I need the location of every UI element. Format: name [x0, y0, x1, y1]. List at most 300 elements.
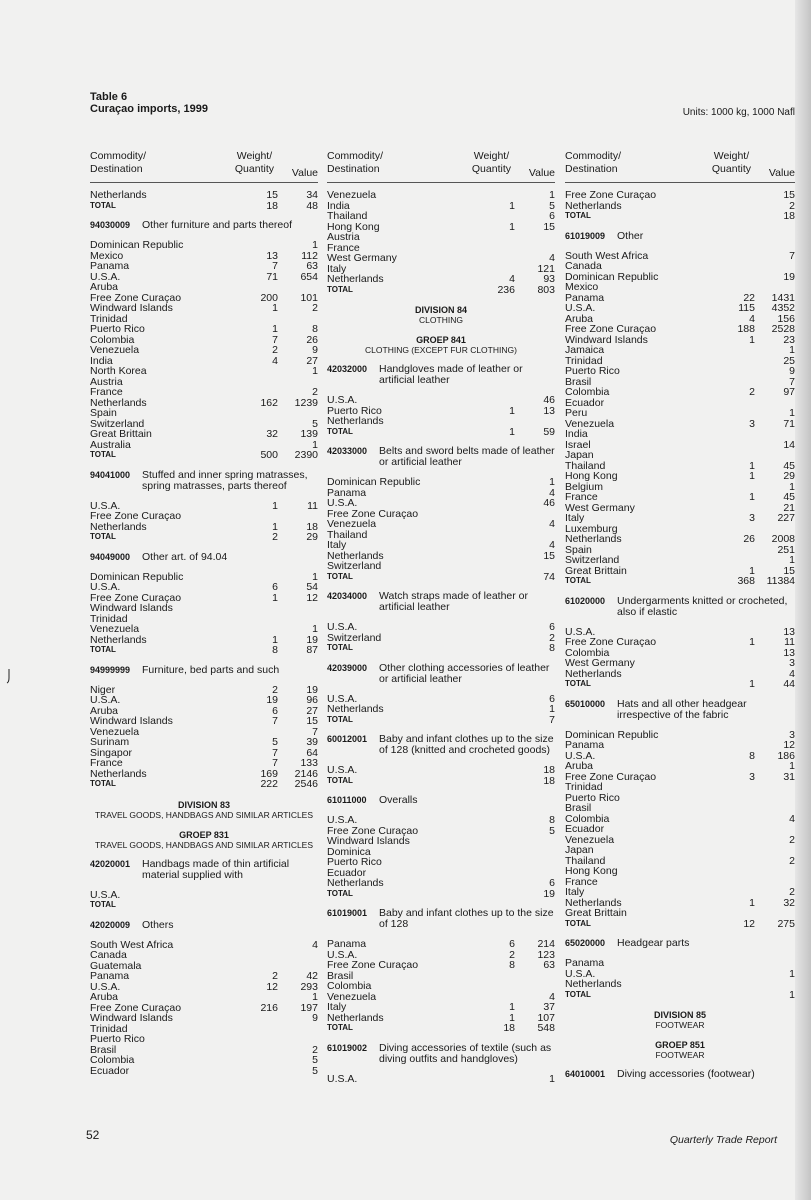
destination-name: Puerto Rico [565, 792, 620, 803]
weight-quantity [477, 551, 515, 562]
destination-name: Great Brittain [565, 908, 627, 919]
weight-label: Weight/ [713, 150, 750, 162]
table-row [565, 513, 795, 524]
destination-name: Windward Islands [90, 303, 173, 314]
destination-name: Panama [327, 939, 367, 950]
weight-quantity [477, 540, 515, 551]
table-row [327, 201, 555, 212]
value: 48 [306, 199, 318, 212]
quantity-label: Quantity [234, 163, 274, 175]
destination-name: Free Zone Curaçao [565, 771, 657, 782]
weight-quantity [477, 857, 515, 868]
value: 11 [784, 636, 795, 648]
destination-name: Colombia [565, 813, 610, 824]
value: 32 [783, 896, 795, 909]
table-row [327, 1002, 555, 1013]
destination-name: Free Zone Curaçao [90, 592, 182, 603]
weight-quantity: 32 [266, 428, 278, 440]
value: 1 [312, 991, 318, 1003]
destination-name: Peru [565, 408, 588, 419]
table-row [327, 264, 555, 275]
table-row [565, 958, 795, 969]
table-row [90, 1055, 318, 1066]
value: 15 [783, 189, 795, 201]
destination-name: Netherlands [90, 397, 147, 408]
destination-name: U.S.A. [90, 695, 121, 706]
value: 275 [777, 917, 795, 930]
total-row [90, 645, 318, 656]
commodity-heading [90, 859, 318, 881]
destination-name: Great Brittain [90, 429, 152, 440]
destination-name: U.S.A. [327, 1073, 358, 1084]
column-header [90, 150, 318, 183]
weight-quantity [477, 530, 515, 541]
table-row [327, 190, 555, 201]
value: 1 [312, 570, 318, 583]
value: 2528 [771, 323, 795, 335]
section-subtitle: TRAVEL GOODS, HANDBAGS AND SIMILAR ARTICLES [94, 839, 314, 850]
value: 6 [549, 692, 555, 705]
section-heading [327, 335, 555, 355]
destination-name: Windward Islands [90, 1013, 173, 1024]
commodity-destination-header [327, 150, 383, 176]
destination-name: TOTAL [565, 211, 591, 220]
destination-name: Thailand [327, 529, 368, 540]
table-row [565, 324, 795, 335]
commodity-heading [327, 1043, 555, 1065]
weight-quantity [240, 940, 278, 951]
weight-quantity [477, 477, 515, 488]
weight-quantity [477, 509, 515, 520]
weight-quantity: 12 [743, 917, 755, 930]
weight-quantity [717, 958, 755, 969]
commodity-description: Baby and infant clothes up to the size of 128 [379, 907, 554, 930]
total-row [90, 450, 318, 461]
value: 26 [306, 333, 318, 346]
weight-quantity [717, 440, 755, 451]
destination-name: Thailand [565, 855, 606, 866]
destination-name: Free Zone Curaçao [327, 825, 419, 836]
commodity-heading [565, 231, 795, 242]
value [755, 845, 795, 856]
weight-quantity: 1 [272, 591, 278, 604]
destination-name: Netherlands [327, 878, 384, 889]
value: 4 [549, 518, 555, 530]
commodity-code: 64010001 [565, 1069, 606, 1079]
table-row [327, 878, 555, 889]
commodity-label: Commodity/ [565, 150, 622, 162]
commodity-code: 42039000 [327, 662, 368, 673]
table-row [90, 582, 318, 593]
table-row [565, 793, 795, 804]
total-row [90, 779, 318, 790]
commodity-code: 42033000 [327, 446, 368, 456]
commodity-description: Other art. of 94.04 [142, 550, 228, 563]
value-label: Value [291, 167, 318, 179]
destination-name: U.S.A. [90, 981, 121, 992]
value [755, 282, 795, 293]
destination-name: Dominican Republic [565, 271, 659, 282]
weight-quantity: 5 [272, 736, 278, 748]
destination-name: TOTAL [327, 888, 353, 898]
value: 2146 [294, 767, 318, 780]
destination-name: West Germany [565, 502, 635, 513]
destination-name: Venezuela [565, 418, 615, 429]
table-row [565, 482, 795, 493]
destination-name: TOTAL [327, 426, 353, 436]
weight-quantity [717, 979, 755, 990]
section-subtitle: FOOTWEAR [655, 1050, 705, 1060]
section-heading [565, 1010, 795, 1030]
value: 46 [543, 497, 555, 509]
weight-quantity-header [472, 150, 511, 176]
table-row [327, 530, 555, 541]
weight-quantity: 1 [272, 302, 278, 314]
weight-quantity [240, 282, 278, 293]
weight-quantity [477, 561, 515, 572]
destination-name: U.S.A. [90, 271, 121, 282]
table-row [565, 345, 795, 356]
weight-quantity: 2 [272, 683, 278, 696]
section-title: GROEP 841 [416, 335, 466, 345]
commodity-description: Headgear parts [617, 937, 690, 949]
table-row [565, 740, 795, 751]
weight-quantity [477, 498, 515, 509]
destination-name: TOTAL [327, 284, 353, 294]
weight-quantity [717, 429, 755, 440]
destination-name: Colombia [90, 1055, 135, 1066]
value: 6 [549, 877, 555, 889]
destination-name: Aruba [90, 282, 119, 293]
weight-quantity: 1 [509, 220, 515, 233]
table-row [90, 1024, 318, 1035]
destination-name: TOTAL [327, 643, 353, 652]
value: 186 [777, 749, 795, 762]
value: 19 [306, 683, 318, 696]
value: 8 [312, 323, 318, 335]
value [278, 408, 318, 419]
weight-quantity [717, 877, 755, 888]
table-row [90, 398, 318, 409]
value [515, 981, 555, 992]
column-rows [565, 190, 795, 1080]
total-row [565, 576, 795, 587]
value: 2 [312, 386, 318, 398]
table-row [90, 635, 318, 646]
destination-name: South West Africa [90, 939, 174, 950]
weight-quantity [717, 835, 755, 846]
table-row [90, 408, 318, 419]
value: 13 [543, 404, 555, 417]
table-header [90, 91, 208, 115]
commodity-heading [90, 665, 318, 676]
destination-name: Switzerland [327, 561, 382, 572]
table-row [327, 960, 555, 971]
weight-quantity [477, 815, 515, 826]
destination-name: TOTAL [90, 532, 116, 541]
destination-name: Guatemala [90, 960, 142, 971]
value: 19 [306, 633, 318, 646]
value [278, 1034, 318, 1045]
weight-quantity [717, 345, 755, 356]
destination-name: France [565, 492, 598, 503]
weight-quantity [477, 243, 515, 254]
value: 214 [537, 938, 555, 950]
destination-name: U.S.A. [565, 750, 596, 761]
destination-name: Free Zone Curaçao [565, 190, 657, 201]
destination-name: Venezuela [90, 624, 140, 635]
table-row [90, 261, 318, 272]
weight-quantity: 4 [509, 273, 515, 285]
table-row [565, 877, 795, 888]
section-heading [327, 305, 555, 325]
table-row [327, 243, 555, 254]
value: 1 [789, 988, 795, 1001]
table-row [90, 992, 318, 1003]
weight-quantity [717, 866, 755, 877]
commodity-heading [565, 938, 795, 949]
table-row [565, 658, 795, 669]
commodity-heading [327, 591, 555, 613]
destination-name: Free Zone Curaçao [90, 511, 182, 522]
table-row [565, 887, 795, 898]
value: 7 [312, 725, 318, 738]
weight-quantity-header [235, 150, 274, 176]
table-row [327, 222, 555, 233]
table-row [90, 419, 318, 430]
destination-label: Destination [327, 163, 380, 175]
destination-name: U.S.A. [565, 626, 596, 637]
destination-name: Netherlands [90, 634, 147, 645]
value: 5 [312, 1054, 318, 1066]
destination-name: Spain [90, 408, 117, 419]
section-subtitle: TRAVEL GOODS, HANDBAGS AND SIMILAR ARTICLES [94, 809, 314, 820]
value [278, 511, 318, 522]
destination-name: Windward Islands [327, 836, 410, 847]
value [278, 900, 318, 911]
table-row [565, 461, 795, 472]
destination-name: Canada [565, 261, 602, 272]
destination-name: Austria [327, 232, 360, 243]
value: 19 [783, 270, 795, 283]
table-row [90, 1003, 318, 1014]
weight-quantity: 8 [749, 749, 755, 762]
weight-quantity [477, 836, 515, 847]
commodity-label: Commodity/ [90, 150, 147, 162]
weight-quantity: 26 [743, 533, 755, 545]
value: 46 [543, 394, 555, 406]
value: 25 [783, 354, 795, 367]
table-row [90, 695, 318, 706]
value: 5 [549, 199, 555, 212]
weight-quantity: 1 [509, 199, 515, 212]
total-row [327, 715, 555, 726]
destination-name: Mexico [565, 282, 599, 293]
weight-quantity: 4 [749, 312, 755, 325]
weight-label: Weight/ [236, 150, 273, 162]
value: 18 [306, 520, 318, 533]
table-row [565, 356, 795, 367]
table-row [90, 1013, 318, 1024]
destination-name: U.S.A. [90, 582, 121, 593]
table-row [327, 253, 555, 264]
weight-quantity [240, 992, 278, 1003]
value: 1 [789, 344, 795, 356]
value: 121 [537, 262, 555, 275]
weight-quantity: 18 [266, 199, 278, 212]
table-row [565, 730, 795, 741]
value: 227 [777, 512, 795, 524]
weight-quantity: 500 [260, 449, 278, 461]
value: 14 [783, 438, 795, 451]
destination-name: Windward Islands [565, 334, 648, 345]
value: 1 [549, 476, 555, 488]
weight-quantity [477, 715, 515, 726]
table-row [90, 624, 318, 635]
table-row [90, 961, 318, 972]
value [515, 847, 555, 858]
table-row [565, 450, 795, 461]
table-row [327, 704, 555, 715]
destination-name: Ecuador [565, 824, 605, 835]
destination-name: TOTAL [327, 571, 353, 581]
table-row [90, 572, 318, 583]
value: 31 [783, 770, 795, 783]
table-row [565, 824, 795, 835]
weight-quantity: 216 [260, 1001, 278, 1014]
table-row [565, 979, 795, 990]
value: 1 [789, 967, 795, 980]
weight-quantity [477, 211, 515, 222]
publication-name: Quarterly Trade Report [669, 1134, 777, 1146]
weight-quantity [717, 356, 755, 367]
commodity-description: Diving accessories of textile (such as diving outfits and handgloves) [379, 1041, 552, 1065]
value: 4 [549, 990, 555, 1003]
column-header [565, 150, 795, 183]
value [515, 857, 555, 868]
destination-name: Italy [327, 540, 347, 551]
table-row [327, 1074, 555, 1085]
destination-name: Free Zone Curaçao [565, 637, 657, 648]
destination-name: Dominica [327, 846, 371, 857]
value: 15 [783, 564, 795, 577]
value: 63 [543, 959, 555, 971]
value: 3 [789, 728, 795, 741]
table-row [90, 293, 318, 304]
destination-name: Aruba [90, 992, 119, 1003]
table-row [565, 782, 795, 793]
destination-name: Brasil [327, 970, 354, 981]
value [278, 890, 318, 901]
destination-name: Colombia [565, 647, 610, 658]
weight-quantity [477, 878, 515, 889]
value: 2 [549, 631, 555, 644]
section-title: DIVISION 84 [414, 305, 468, 315]
destination-name: France [90, 387, 123, 398]
table-row [90, 685, 318, 696]
destination-name: Thailand [327, 211, 368, 222]
commodity-heading [90, 470, 318, 492]
destination-name: Dominican Republic [90, 571, 184, 582]
weight-quantity [240, 240, 278, 251]
weight-quantity [717, 190, 755, 201]
table-row [327, 633, 555, 644]
table-row [565, 835, 795, 846]
weight-quantity: 3 [749, 512, 755, 524]
weight-quantity [240, 408, 278, 419]
weight-quantity [240, 511, 278, 522]
value: 29 [306, 531, 318, 543]
value [515, 971, 555, 982]
weight-quantity [717, 887, 755, 898]
weight-quantity [717, 969, 755, 980]
destination-name: Switzerland [565, 555, 620, 566]
destination-name: Hong Kong [327, 221, 380, 232]
table-row [565, 524, 795, 535]
weight-quantity [240, 603, 278, 614]
destination-name: Windward Islands [90, 716, 173, 727]
value: 87 [306, 644, 318, 656]
section-heading [90, 800, 318, 820]
value: 37 [543, 1001, 555, 1013]
destination-name: U.S.A. [327, 395, 358, 406]
value [278, 282, 318, 293]
destination-name: Belgium [565, 481, 603, 492]
destination-name: Free Zone Curaçao [565, 324, 657, 335]
table-row [565, 669, 795, 680]
table-row [565, 440, 795, 451]
value [515, 232, 555, 243]
value: 63 [306, 260, 318, 272]
destination-name: Venezuela [90, 726, 140, 737]
table-row [90, 356, 318, 367]
value: 2 [789, 886, 795, 898]
table-row [565, 898, 795, 909]
destination-name: India [327, 200, 350, 211]
value [755, 979, 795, 990]
destination-name: Trinidad [90, 613, 128, 624]
value: 4 [312, 938, 318, 951]
weight-quantity [717, 730, 755, 741]
weight-quantity: 8 [509, 959, 515, 971]
weight-quantity [477, 826, 515, 837]
value: 133 [300, 757, 318, 769]
weight-quantity: 15 [266, 189, 278, 201]
destination-name: TOTAL [90, 450, 116, 459]
weight-quantity [717, 251, 755, 262]
weight-quantity [717, 201, 755, 212]
destination-name: Italy [327, 1002, 347, 1013]
weight-quantity: 19 [266, 694, 278, 706]
weight-quantity [477, 889, 515, 900]
value: 1 [789, 480, 795, 493]
value [755, 450, 795, 461]
weight-quantity [717, 803, 755, 814]
table-row [327, 211, 555, 222]
destination-name: TOTAL [565, 989, 591, 999]
value: 2 [312, 1043, 318, 1056]
weight-quantity [477, 519, 515, 530]
commodity-code: 65010000 [565, 698, 606, 709]
weight-quantity [240, 366, 278, 377]
table-row [327, 395, 555, 406]
table-row [565, 408, 795, 419]
commodity-code: 60012001 [327, 734, 368, 744]
table-row [565, 814, 795, 825]
commodity-code: 61020000 [565, 595, 606, 606]
value: 1 [312, 438, 318, 451]
table-column-2 [327, 150, 555, 1084]
